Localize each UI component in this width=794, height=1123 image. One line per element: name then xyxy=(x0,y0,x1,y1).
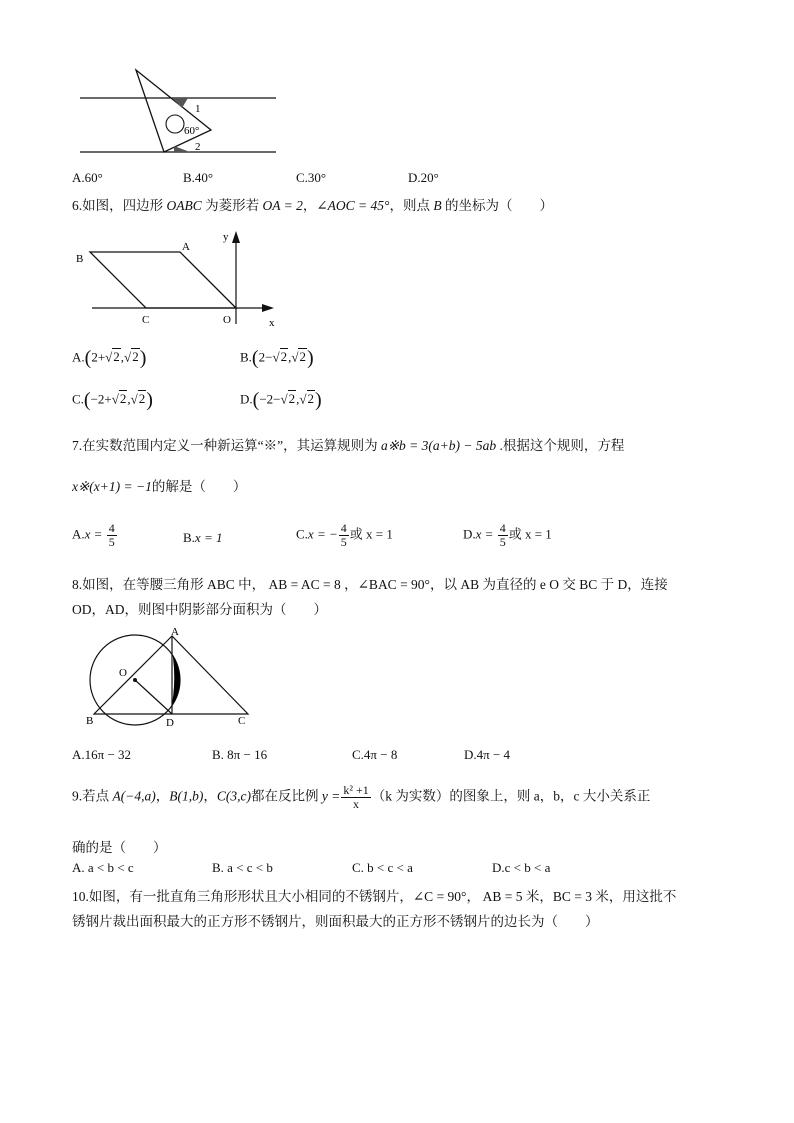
rhombus-OABC xyxy=(90,252,236,308)
q8-option-c: C.4π − 8 xyxy=(352,747,398,762)
q5-option-a: A.60° xyxy=(72,170,103,185)
point-label-B: B xyxy=(76,253,84,265)
angle-label-2: 2 xyxy=(195,141,201,153)
point-label-A: A xyxy=(182,241,190,253)
q8-figure xyxy=(78,624,268,730)
point-label-O: O xyxy=(223,314,231,326)
q8-stem-line2: OD，AD，则图中阴影部分面积为（ ） xyxy=(72,602,327,617)
point-label-D: D xyxy=(166,717,174,729)
q8-option-a: A.16π − 32 xyxy=(72,747,132,762)
q5-figure xyxy=(78,66,278,158)
q6-stem: 6.如图，四边形 OABC 为菱形若 OA = 2，∠AOC = 45°，则点 B 的坐标为（ ） xyxy=(72,198,553,213)
angle-mark-1 xyxy=(172,98,188,108)
shaded-region xyxy=(172,636,178,714)
y-axis-arrow xyxy=(232,231,240,243)
q9-option-d: D.c < b < a xyxy=(492,860,551,875)
point-label-C: C xyxy=(142,314,150,326)
q6-option-b: B.(2−√2,√2) xyxy=(240,347,314,369)
q8-option-b: B. 8π − 16 xyxy=(212,747,268,762)
axis-label-x: x xyxy=(269,317,275,329)
q5-option-b: B.40° xyxy=(183,170,214,185)
q7-option-c: C.x = − $\frac{4}{5}$ 或 x = 1 xyxy=(296,521,393,549)
q9-option-c: C. b < c < a xyxy=(352,860,413,875)
point-label-A: A xyxy=(171,626,179,638)
axis-label-y: y xyxy=(223,231,229,243)
q9-stem-line1: 9.若点 A(−4,a)，B(1,b)，C(3,c)都在反比例 y = $\frac{\text{k² +1}}{x}$ （k 为实数）的图象上，则 a，b，c 大小关系正 xyxy=(72,783,651,811)
point-label-B: B xyxy=(86,715,94,727)
q5-option-d: D.20° xyxy=(408,170,439,185)
q7-stem-line2: x※(x+1) = −1的解是（ ） xyxy=(72,479,247,494)
q6-option-a: A.(2+√2,√2) xyxy=(72,347,147,369)
angle-label-60: 60° xyxy=(184,125,200,137)
point-label-O: O xyxy=(119,667,127,679)
x-axis-arrow xyxy=(262,304,274,312)
q7-option-a: A.x = $\frac{4}{5}$ xyxy=(72,521,115,549)
q9-stem-line2: 确的是（ ） xyxy=(72,840,167,855)
set-square-hole xyxy=(166,115,184,133)
q9-option-a: A. a < b < c xyxy=(72,860,134,875)
q6-figure xyxy=(72,224,292,334)
center-point-O xyxy=(133,678,137,682)
q9-option-b: B. a < c < b xyxy=(212,860,273,875)
triangle-ABC xyxy=(94,636,248,714)
q10-stem-line2: 锈钢片裁出面积最大的正方形不锈钢片，则面积最大的正方形不锈钢片的边长为（ ） xyxy=(72,914,599,929)
q8-stem-line1: 8.如图，在等腰三角形 ABC 中， AB = AC = 8 ，∠BAC = 90°，以 AB 为直径的 e O 交 BC 于 D，连接 xyxy=(72,577,668,592)
q7-option-d: D.x = $\frac{4}{5}$ 或 x = 1 xyxy=(463,521,552,549)
q7-option-b: B.x = 1 xyxy=(183,530,223,545)
q7-stem-line1: 7.在实数范围内定义一种新运算“※”，其运算规则为 a※b = 3(a+b) − 5ab .根据这个规则，方程 xyxy=(72,438,625,453)
point-label-C: C xyxy=(238,715,246,727)
q8-option-d: D.4π − 4 xyxy=(464,747,511,762)
q10-stem-line1: 10.如图，有一批直角三角形形状且大小相同的不锈钢片，∠C = 90°， AB = 5 米，BC = 3 米，用这批不 xyxy=(72,889,677,904)
q5-option-c: C.30° xyxy=(296,170,327,185)
q6-option-d: D.(−2−√2,√2) xyxy=(240,389,322,411)
angle-label-1: 1 xyxy=(195,103,201,115)
q6-option-c: C.(−2+√2,√2) xyxy=(72,389,153,411)
segment-OD xyxy=(135,680,172,714)
